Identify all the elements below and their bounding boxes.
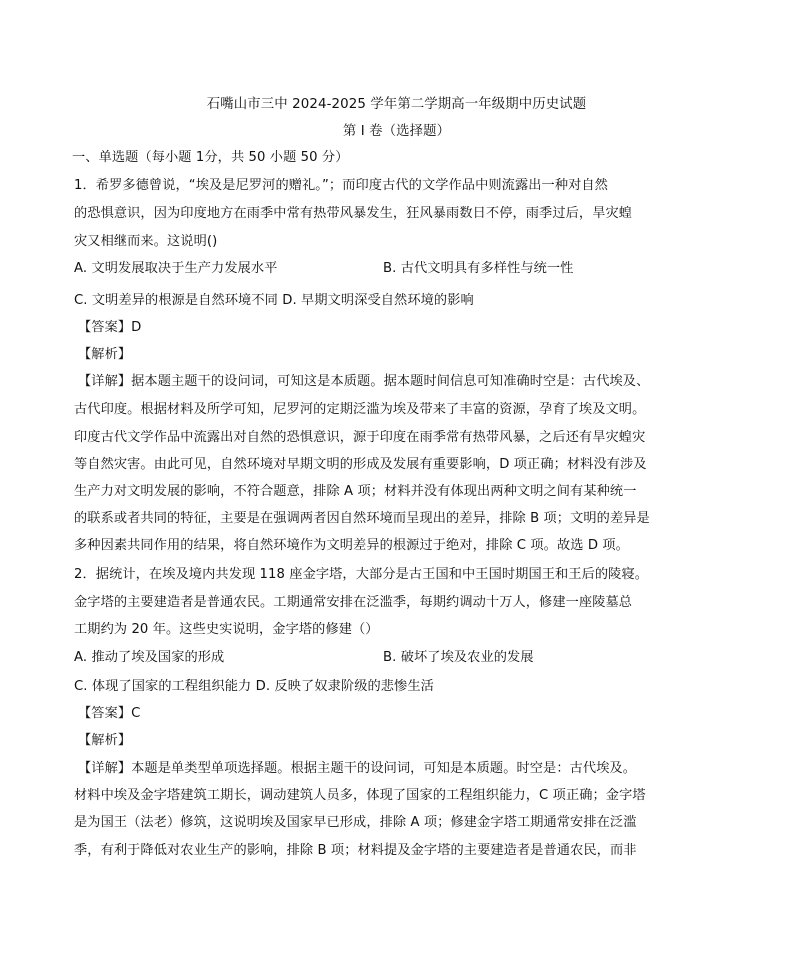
q1-stem-line-1: 1．希罗多德曾说，“埃及是尼罗河的赠礼。”；而印度古代的文学作品中则流露出一种对自然 (74, 178, 608, 193)
q1-detail-line-2: 古代印度。根据材料及所学可知，尼罗河的定期泛滥为埃及带来了丰富的资源，孕育了埃及文明。 (74, 402, 646, 417)
q2-stem-line-3: 工期约为 20 年。这些史实说明，金字塔的修建（） (74, 622, 379, 637)
q2-option-b: B. 破坏了埃及农业的发展 (383, 650, 534, 665)
q1-detail-line-5: 生产力对文明发展的影响，不符合题意，排除 A 项；材料并没有体现出两种文明之间有某种统一 (74, 484, 637, 499)
q1-detail-line-7: 多种因素共同作用的结果，将自然环境作为文明差异的根源过于绝对，排除 C 项。故选 D 项。 (74, 538, 629, 553)
q1-detail-line-1: 【详解】据本题主题干的设问词，可知这是本质题。据本题时间信息可知准确时空是：古代埃及、 (78, 374, 650, 389)
q1-detail-line-6: 的联系或者共同的特征，主要是在强调两者因自然环境而呈现出的差异，排除 B 项；文明的差异是 (74, 511, 650, 526)
volume-subtitle: 第 I 卷（选择题） (342, 124, 451, 139)
q1-stem-line-3: 灾又相继而来。这说明() (74, 234, 218, 249)
q2-option-a: A. 推动了埃及国家的形成 (74, 650, 225, 665)
q2-detail-line-1: 【详解】本题是单类型单项选择题。根据主题干的设问词，可知是本质题。时空是：古代埃及。 (78, 761, 637, 776)
q2-detail-line-4: 季，有利于降低对农业生产的影响，排除 B 项；材料提及金字塔的主要建造者是普通农民，而非 (74, 843, 637, 858)
section-heading: 一、单选题（每小题 1分，共 50 小题 50 分） (72, 150, 349, 165)
q2-analysis-label: 【解析】 (78, 733, 132, 748)
q2-option-c-d: C. 体现了国家的工程组织能力 D. 反映了奴隶阶级的悲惨生活 (74, 679, 434, 694)
q1-option-b: B. 古代文明具有多样性与统一性 (383, 261, 574, 276)
exam-title: 石嘴山市三中 2024-2025 学年第二学期高一年级期中历史试题 (206, 97, 587, 112)
q2-detail-line-3: 是为国王（法老）修筑，这说明埃及国家早已形成，排除 A 项；修建金字塔工期通常安排在泛滥 (74, 815, 637, 830)
q2-answer: 【答案】C (78, 706, 141, 721)
q1-stem-line-2: 的恐惧意识，因为印度地方在雨季中常有热带风暴发生，狂风暴雨数日不停，雨季过后，旱灾蝗 (74, 206, 633, 221)
q1-detail-line-3: 印度古代文学作品中流露出对自然的恐惧意识，源于印度在雨季常有热带风暴，之后还有旱灾蝗灾 (74, 430, 646, 445)
q2-stem-line-1: 2．据统计，在埃及境内共发现 118 座金字塔，大部分是古王国和中王国时期国王和王后的陵寝。 (74, 567, 649, 582)
q1-answer: 【答案】D (78, 320, 142, 335)
q1-option-a: A. 文明发展取决于生产力发展水平 (74, 261, 278, 276)
q2-stem-line-2: 金字塔的主要建造者是普通农民。工期通常安排在泛滥季，每期约调动十万人，修建一座陵墓总 (74, 595, 633, 610)
q1-analysis-label: 【解析】 (78, 347, 132, 362)
q2-detail-line-2: 材料中埃及金字塔建筑工期长，调动建筑人员多，体现了国家的工程组织能力，C 项正确；金字塔 (74, 788, 646, 803)
q1-option-c-d: C. 文明差异的根源是自然环境不同 D. 早期文明深受自然环境的影响 (74, 293, 474, 308)
q1-detail-line-4: 等自然灾害。由此可见，自然环境对早期文明的形成及发展有重要影响，D 项正确；材料没有涉及 (74, 457, 647, 472)
